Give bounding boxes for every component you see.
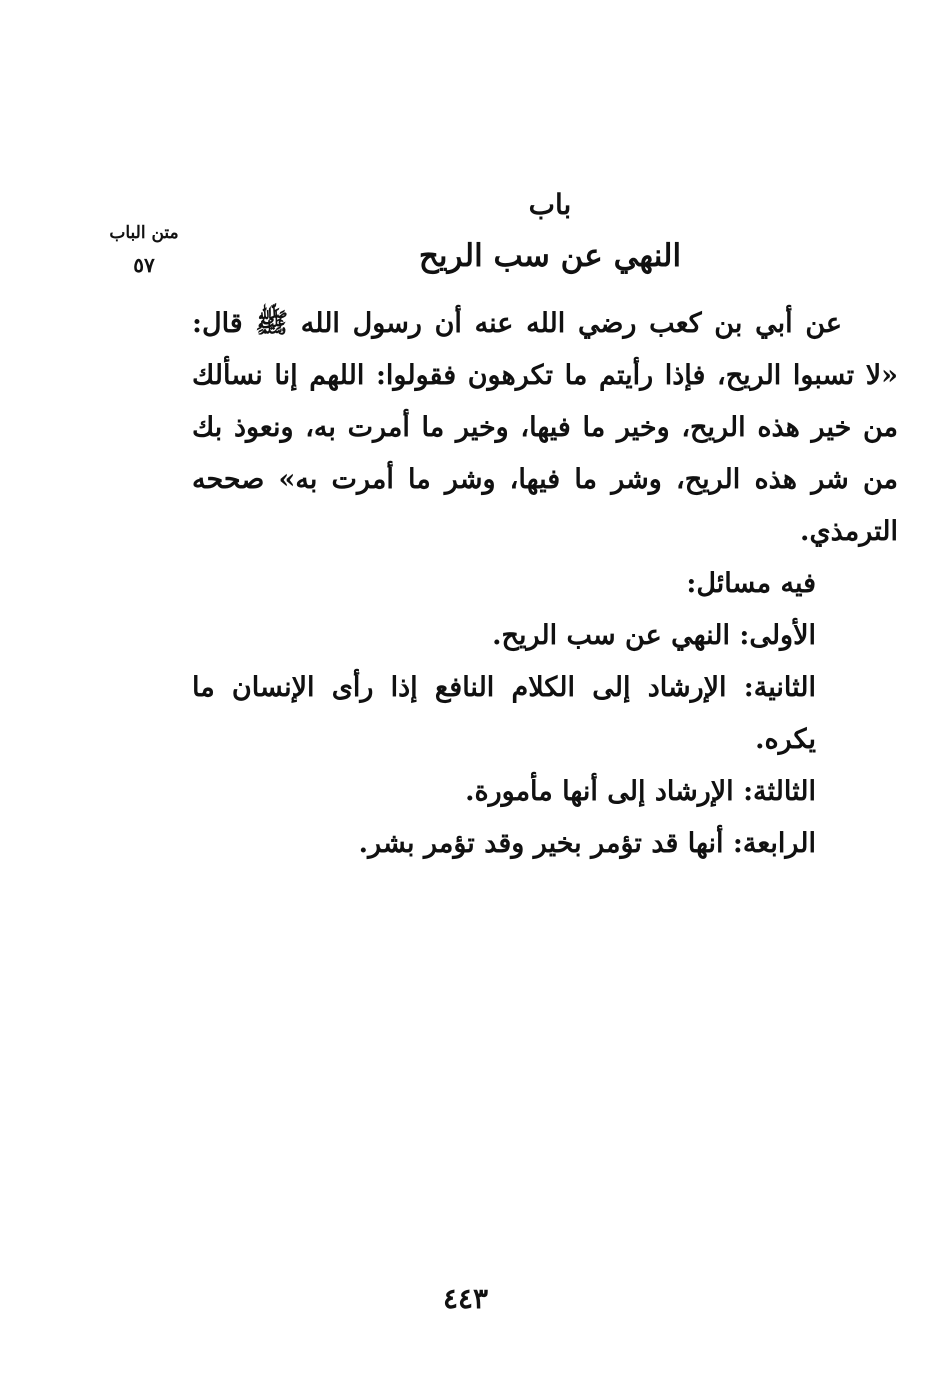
page-number: ٤٤٣ — [442, 1282, 489, 1315]
hadith-paragraph: عن أبي بن كعب رضي الله عنه أن رسول الله ﷺ قال: «لا تسبوا الريح، فإذا رأيتم ما تكرهون فقولوا: اللهم إنا نسألك من خير هذه الريح، وخير ما فيها، وخير ما أمرت به، ونعوذ بك من شر هذه الريح، وشر ما فيها، وشر ما أمرت به» صححه الترمذي. — [192, 308, 898, 547]
chapter-title: النهي عن سب الريح — [418, 238, 682, 274]
issue-second: الثانية: الإرشاد إلى الكلام النافع إذا رأى الإنسان ما يكره. — [192, 672, 816, 755]
issues-intro: فيه مسائل: — [686, 568, 816, 599]
margin-note-label: متن الباب — [109, 223, 179, 243]
issue-first: الأولى: النهي عن سب الريح. — [492, 620, 816, 651]
issue-fourth: الرابعة: أنها قد تؤمر بخير وقد تؤمر بشر. — [358, 828, 816, 859]
chapter-heading-word: باب — [528, 188, 572, 221]
issue-third: الثالثة: الإرشاد إلى أنها مأمورة. — [465, 776, 816, 807]
body-text — [192, 298, 898, 870]
margin-note-number: ٥٧ — [133, 253, 155, 278]
margin-note — [98, 222, 190, 278]
issues-list — [192, 558, 898, 870]
